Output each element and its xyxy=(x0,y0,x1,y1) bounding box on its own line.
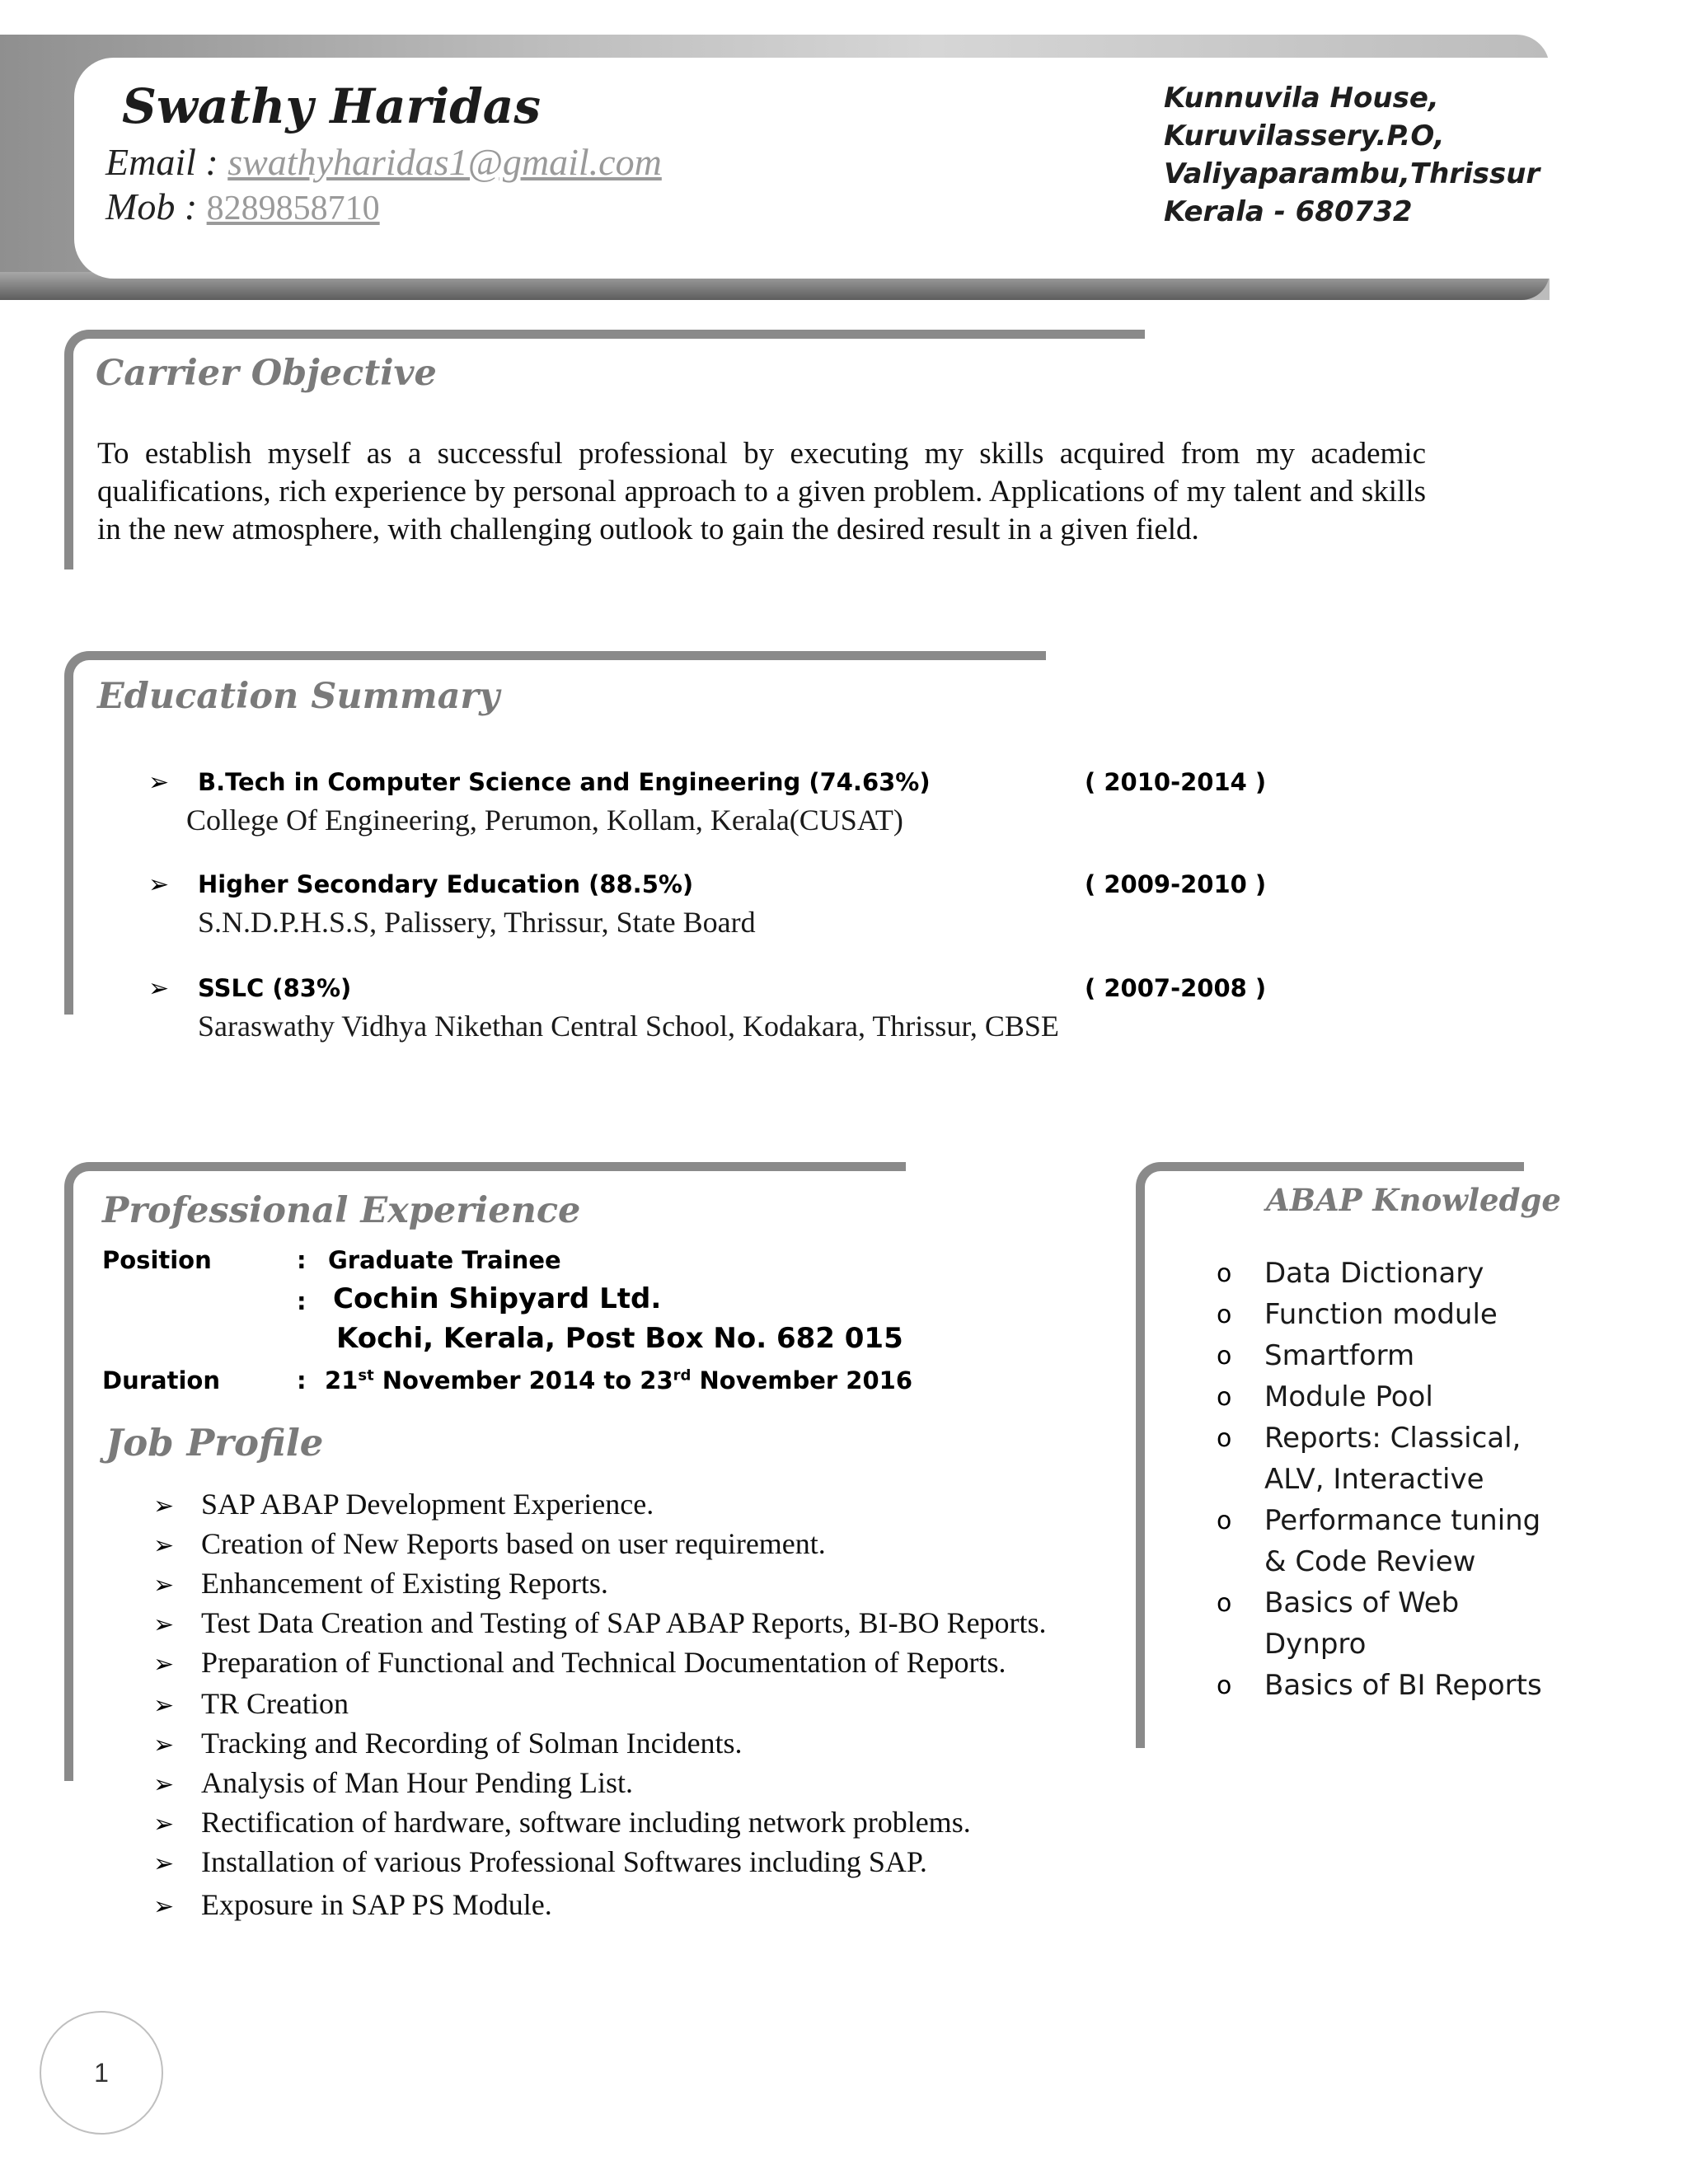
circle-bullet-icon: o xyxy=(1217,1301,1232,1329)
bullet-arrow-icon: ➢ xyxy=(153,1731,175,1760)
mobile-label: Mob : xyxy=(106,185,198,227)
objective-title: Carrier Objective xyxy=(96,353,437,394)
duration-value: 21st November 2014 to 23rd November 2016 xyxy=(325,1366,913,1394)
abap-item: Basics of Web xyxy=(1264,1586,1460,1619)
bullet-arrow-icon: ➢ xyxy=(148,768,170,797)
bullet-arrow-icon: ➢ xyxy=(153,1650,175,1679)
edu-degree: B.Tech in Computer Science and Engineering (74.63%) xyxy=(198,768,931,796)
email-link[interactable]: swathyharidas1@gmail.com xyxy=(227,141,662,183)
company-address: Kochi, Kerala, Post Box No. 682 015 xyxy=(336,1322,903,1355)
abap-item: Module Pool xyxy=(1264,1380,1433,1413)
job-profile-item: Tracking and Recording of Solman Incidents. xyxy=(201,1727,743,1760)
job-profile-item: Preparation of Functional and Technical Documentation of Reports. xyxy=(201,1646,1006,1679)
bullet-arrow-icon: ➢ xyxy=(148,974,170,1003)
abap-item: Reports: Classical, xyxy=(1264,1422,1522,1455)
circle-bullet-icon: o xyxy=(1217,1589,1232,1618)
bullet-arrow-icon: ➢ xyxy=(153,1610,175,1639)
company-name: Cochin Shipyard Ltd. xyxy=(333,1282,662,1315)
bullet-arrow-icon: ➢ xyxy=(153,1892,175,1921)
circle-bullet-icon: o xyxy=(1217,1507,1232,1535)
circle-bullet-icon: o xyxy=(1217,1671,1232,1700)
abap-item: Performance tuning xyxy=(1264,1504,1541,1537)
address-block xyxy=(1164,79,1540,231)
email-label: Email : xyxy=(106,141,218,183)
bullet-arrow-icon: ➢ xyxy=(153,1531,175,1560)
edu-years: ( 2010-2014 ) xyxy=(1085,768,1267,796)
bullet-arrow-icon: ➢ xyxy=(153,1810,175,1839)
address-line: Kuruvilassery.P.O, xyxy=(1164,120,1445,152)
address-line: Valiyaparambu,Thrissur xyxy=(1164,157,1540,190)
job-profile-item: SAP ABAP Development Experience. xyxy=(201,1488,654,1521)
education-title: Education Summary xyxy=(97,676,500,717)
job-profile-item: Exposure in SAP PS Module. xyxy=(201,1888,552,1921)
experience-title: Professional Experience xyxy=(102,1190,581,1231)
bullet-arrow-icon: ➢ xyxy=(153,1492,175,1521)
address-line: Kerala - 680732 xyxy=(1164,195,1413,228)
abap-item: Basics of BI Reports xyxy=(1264,1669,1542,1702)
company-colon: : xyxy=(297,1287,307,1315)
circle-bullet-icon: o xyxy=(1217,1383,1232,1412)
job-profile-item: Rectification of hardware, software including network problems. xyxy=(201,1806,971,1839)
bullet-arrow-icon: ➢ xyxy=(153,1691,175,1720)
position-value: Graduate Trainee xyxy=(328,1246,561,1274)
abap-item: Smartform xyxy=(1264,1339,1415,1372)
job-profile-item: Analysis of Man Hour Pending List. xyxy=(201,1766,633,1799)
bullet-arrow-icon: ➢ xyxy=(153,1849,175,1878)
address-line: Kunnuvila House, xyxy=(1164,82,1439,115)
circle-bullet-icon: o xyxy=(1217,1342,1232,1371)
edu-institution: College Of Engineering, Perumon, Kollam, Kerala(CUSAT) xyxy=(186,804,903,837)
job-profile-item: Installation of various Professional Softwares including SAP. xyxy=(201,1845,927,1878)
bullet-arrow-icon: ➢ xyxy=(153,1571,175,1600)
abap-item: & Code Review xyxy=(1264,1545,1476,1578)
position-label: Position xyxy=(102,1246,212,1274)
edu-years: ( 2007-2008 ) xyxy=(1085,974,1267,1002)
mobile-row xyxy=(106,185,380,228)
bullet-arrow-icon: ➢ xyxy=(153,1770,175,1799)
edu-years: ( 2009-2010 ) xyxy=(1085,870,1267,898)
abap-title: ABAP Knowledge xyxy=(1266,1182,1561,1218)
duration-colon: : xyxy=(297,1366,307,1394)
position-colon: : xyxy=(297,1246,307,1274)
abap-item: Function module xyxy=(1264,1298,1498,1331)
job-profile-item: TR Creation xyxy=(201,1687,349,1720)
edu-institution: Saraswathy Vidhya Nikethan Central School, Kodakara, Thrissur, CBSE xyxy=(198,1010,1059,1043)
duration-label: Duration xyxy=(102,1366,220,1394)
page-number: 1 xyxy=(40,2011,163,2135)
edu-degree: Higher Secondary Education (88.5%) xyxy=(198,870,694,898)
abap-item: Data Dictionary xyxy=(1264,1257,1484,1290)
job-profile-item: Test Data Creation and Testing of SAP ABAP Reports, BI-BO Reports. xyxy=(201,1606,1047,1639)
email-row xyxy=(106,140,662,184)
job-profile-item: Creation of New Reports based on user requirement. xyxy=(201,1527,826,1560)
bullet-arrow-icon: ➢ xyxy=(148,870,170,899)
circle-bullet-icon: o xyxy=(1217,1424,1232,1453)
objective-text: To establish myself as a successful professional by executing my skills acquired from my academic qualifications, rich experience by personal approach to a given problem. Applications of my talent and skills in the new atmosphere, with challenging outlook to gain the desired result in a given field. xyxy=(97,437,1426,546)
circle-bullet-icon: o xyxy=(1217,1259,1232,1288)
abap-item: ALV, Interactive xyxy=(1264,1463,1484,1496)
abap-item: Dynpro xyxy=(1264,1628,1367,1661)
job-profile-title: Job Profile xyxy=(106,1421,324,1465)
mobile-link[interactable]: 8289858710 xyxy=(206,190,380,227)
edu-degree: SSLC (83%) xyxy=(198,974,352,1002)
edu-institution: S.N.D.P.H.S.S, Palissery, Thrissur, State Board xyxy=(198,906,756,939)
applicant-name: Swathy Haridas xyxy=(122,78,542,134)
job-profile-item: Enhancement of Existing Reports. xyxy=(201,1567,608,1600)
